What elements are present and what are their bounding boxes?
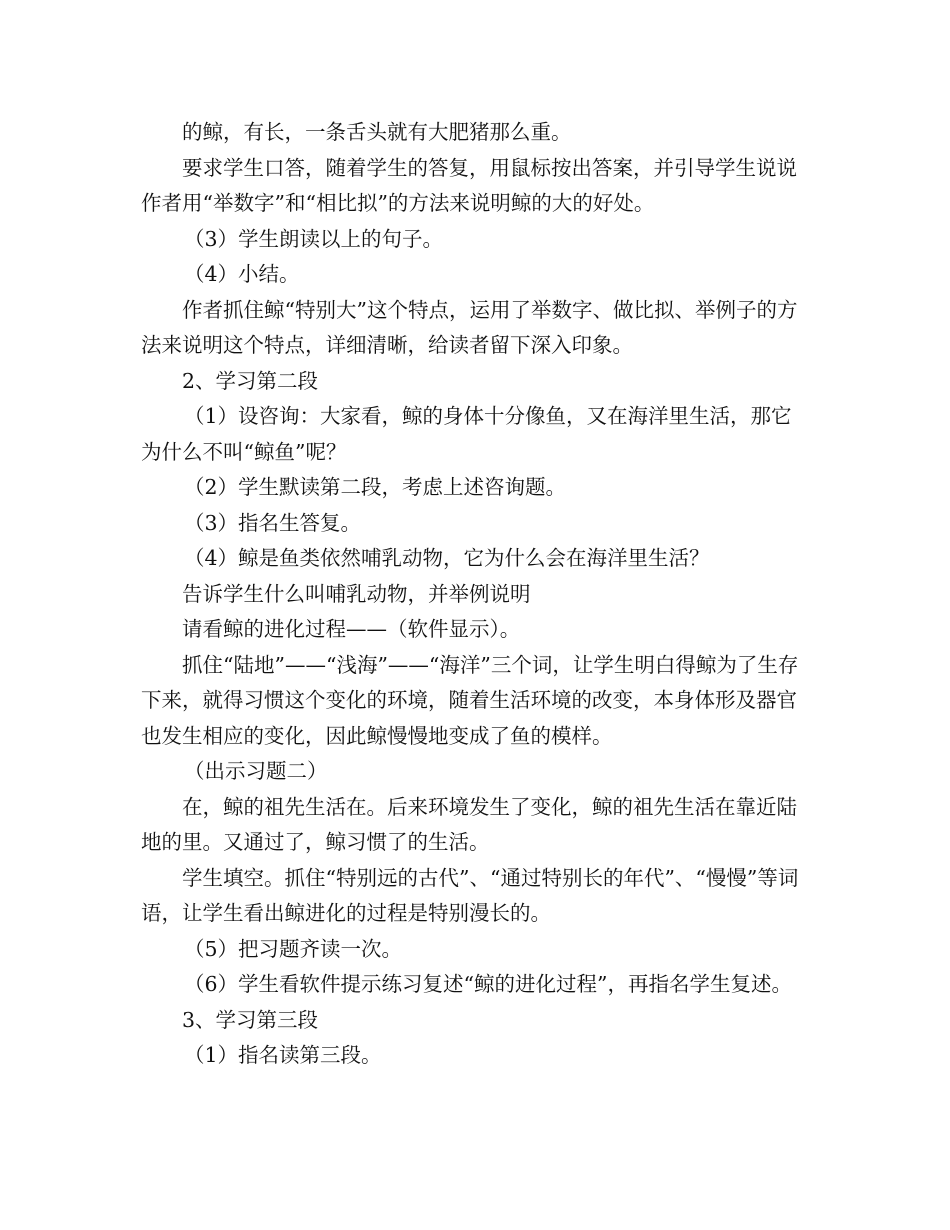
paragraph: 告诉学生什么叫哺乳动物，并举例说明: [182, 581, 531, 606]
paragraph: 学生填空。抓住“特别远的古代”、“通过特别长的年代”、“慢慢”等词语，让学生看出鲸进化的过程是特别漫长的。: [141, 865, 799, 925]
paragraph: （4）小结。: [184, 262, 300, 286]
paragraph: 在，鲸的祖先生活在。后来环境发生了变化，鲸的祖先生活在靠近陆地的里。又通过了，鲸习惯了的生活。: [141, 794, 797, 854]
paragraph: 抓住“陆地”——“浅海”——“海洋”三个词，让学生明白得鲸为了生存下来，就得习惯这个变化的环境，随着生活环境的改变，本身体形及器官也发生相应的变化，因此鲸慢慢地变成了鱼的模样。: [141, 652, 799, 748]
section-heading: 2、学习第二段: [182, 368, 319, 393]
section-heading: 3、学习第三段: [182, 1007, 319, 1032]
paragraph: 请看鲸的进化过程——（软件显示）。: [182, 617, 521, 641]
paragraph: （6）学生看软件提示练习复述“鲸的进化过程”，再指名学生复述。: [184, 972, 793, 996]
paragraph: （5）把习题齐读一次。: [184, 936, 403, 961]
paragraph: （2）学生默读第二段，考虑上述咨询题。: [184, 475, 567, 499]
paragraph: （1）设咨询：大家看，鲸的身体十分像鱼，又在海洋里生活，那它为什么不叫“鲸鱼”呢？: [141, 404, 792, 464]
paragraph: （1）指名读第三段。: [184, 1043, 382, 1067]
paragraph: （3）指名生答复。: [184, 510, 362, 535]
paragraph: （4）鲸是鱼类依然哺乳动物，它为什么会在海洋里生活？: [184, 546, 710, 570]
paragraph: 要求学生口答，随着学生的答复，用鼠标按出答案，并引导学生说说作者用“举数字”和“相比拟”的方法来说明鲸的大的好处。: [141, 155, 797, 215]
paragraph: （3）学生朗读以上的句子。: [184, 226, 444, 251]
paragraph: 的鲸，有长，一条舌头就有大肥猪那么重。: [182, 120, 572, 144]
paragraph: 作者抓住鲸“特别大”这个特点，运用了举数字、做比拟、举例子的方法来说明这个特点，详细清晰，给读者留下深入印象。: [141, 297, 798, 357]
paragraph: （出示习题二）: [184, 759, 328, 783]
document-body: [141, 115, 811, 1074]
